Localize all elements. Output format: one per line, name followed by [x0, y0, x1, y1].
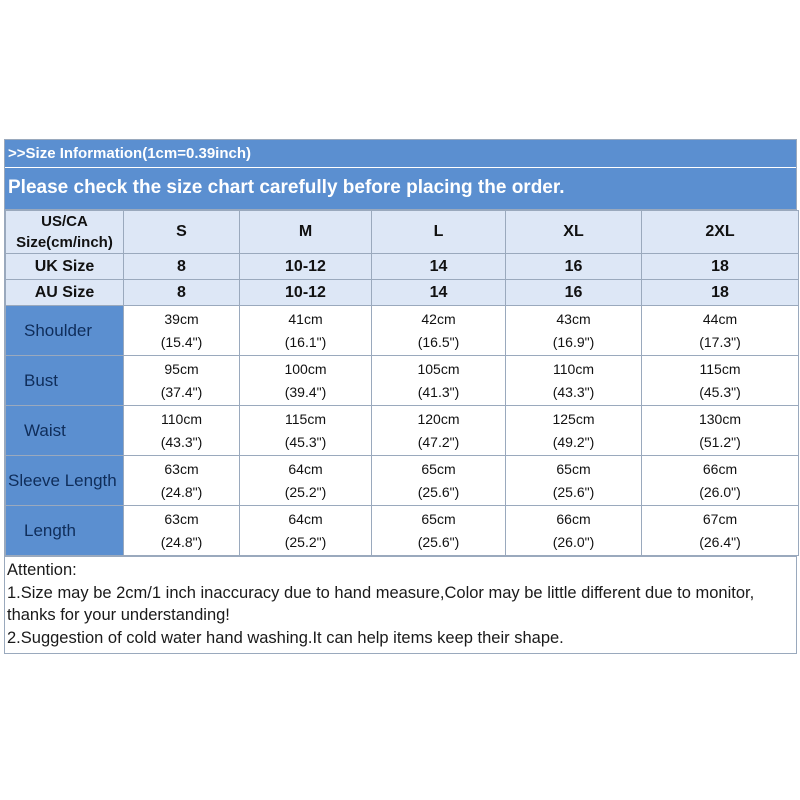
measurement-cell: 120cm (47.2") — [372, 406, 506, 456]
au-size-value: 18 — [642, 280, 799, 306]
measurement-cell: 110cm (43.3") — [124, 406, 240, 456]
measurement-cell: 66cm (26.0") — [642, 456, 799, 506]
measurement-cell: 65cm (25.6") — [372, 456, 506, 506]
size-table — [5, 210, 799, 556]
measurement-cell: 41cm (16.1") — [240, 306, 372, 356]
attention-title: Attention: — [7, 561, 77, 579]
order-notice-banner: Please check the size chart carefully before placing the order. — [5, 168, 796, 210]
measurement-cell: 63cm (24.8") — [124, 456, 240, 506]
au-size-value: 8 — [124, 280, 240, 306]
measurement-cell: 42cm (16.5") — [372, 306, 506, 356]
measurement-cell: 63cm (24.8") — [124, 506, 240, 556]
measurement-cell: 64cm (25.2") — [240, 506, 372, 556]
measurement-cell: 65cm (25.6") — [506, 456, 642, 506]
measurement-cell: 67cm (26.4") — [642, 506, 799, 556]
size-info-banner: >>Size Information(1cm=0.39inch) — [5, 140, 796, 168]
uk-size-value: 8 — [124, 254, 240, 280]
measurement-cell: 44cm (17.3") — [642, 306, 799, 356]
shoulder-row — [6, 306, 799, 356]
measurement-cell: 64cm (25.2") — [240, 456, 372, 506]
measurement-cell: 130cm (51.2") — [642, 406, 799, 456]
size-header-row — [6, 211, 799, 254]
au-size-value: 10-12 — [240, 280, 372, 306]
uk-size-label: UK Size — [6, 254, 124, 280]
length-label: Length — [6, 506, 124, 556]
au-size-value: 14 — [372, 280, 506, 306]
uk-size-value: 14 — [372, 254, 506, 280]
waist-row — [6, 406, 799, 456]
measurement-cell: 110cm (43.3") — [506, 356, 642, 406]
au-size-label: AU Size — [6, 280, 124, 306]
measurement-cell: 115cm (45.3") — [642, 356, 799, 406]
measurement-cell: 66cm (26.0") — [506, 506, 642, 556]
attention-line: thanks for your understanding! — [7, 606, 230, 624]
size-header-m: M — [240, 211, 372, 254]
attention-notes — [5, 556, 796, 653]
measurement-cell: 115cm (45.3") — [240, 406, 372, 456]
au-size-row — [6, 280, 799, 306]
size-header-l: L — [372, 211, 506, 254]
measurement-cell: 39cm (15.4") — [124, 306, 240, 356]
measurement-cell: 105cm (41.3") — [372, 356, 506, 406]
uk-size-value: 16 — [506, 254, 642, 280]
uk-size-row — [6, 254, 799, 280]
uk-size-value: 18 — [642, 254, 799, 280]
length-row — [6, 506, 799, 556]
shoulder-label: Shoulder — [6, 306, 124, 356]
waist-label: Waist — [6, 406, 124, 456]
attention-line: 2.Suggestion of cold water hand washing.It can help items keep their shape. — [7, 628, 564, 647]
au-size-value: 16 — [506, 280, 642, 306]
us-ca-size-header: US/CA Size(cm/inch) — [6, 211, 124, 254]
measurement-cell: 125cm (49.2") — [506, 406, 642, 456]
bust-label: Bust — [6, 356, 124, 406]
attention-line: 1.Size may be 2cm/1 inch inaccuracy due to hand measure,Color may be little different due to monitor, — [7, 583, 755, 602]
bust-row — [6, 356, 799, 406]
sleeve-length-label: Sleeve Length — [6, 456, 124, 506]
sleeve-length-row — [6, 456, 799, 506]
measurement-cell: 65cm (25.6") — [372, 506, 506, 556]
measurement-cell: 100cm (39.4") — [240, 356, 372, 406]
size-header-s: S — [124, 211, 240, 254]
measurement-cell: 43cm (16.9") — [506, 306, 642, 356]
size-header-xl: XL — [506, 211, 642, 254]
size-chart — [4, 139, 797, 654]
measurement-cell: 95cm (37.4") — [124, 356, 240, 406]
size-header-2xl: 2XL — [642, 211, 799, 254]
uk-size-value: 10-12 — [240, 254, 372, 280]
